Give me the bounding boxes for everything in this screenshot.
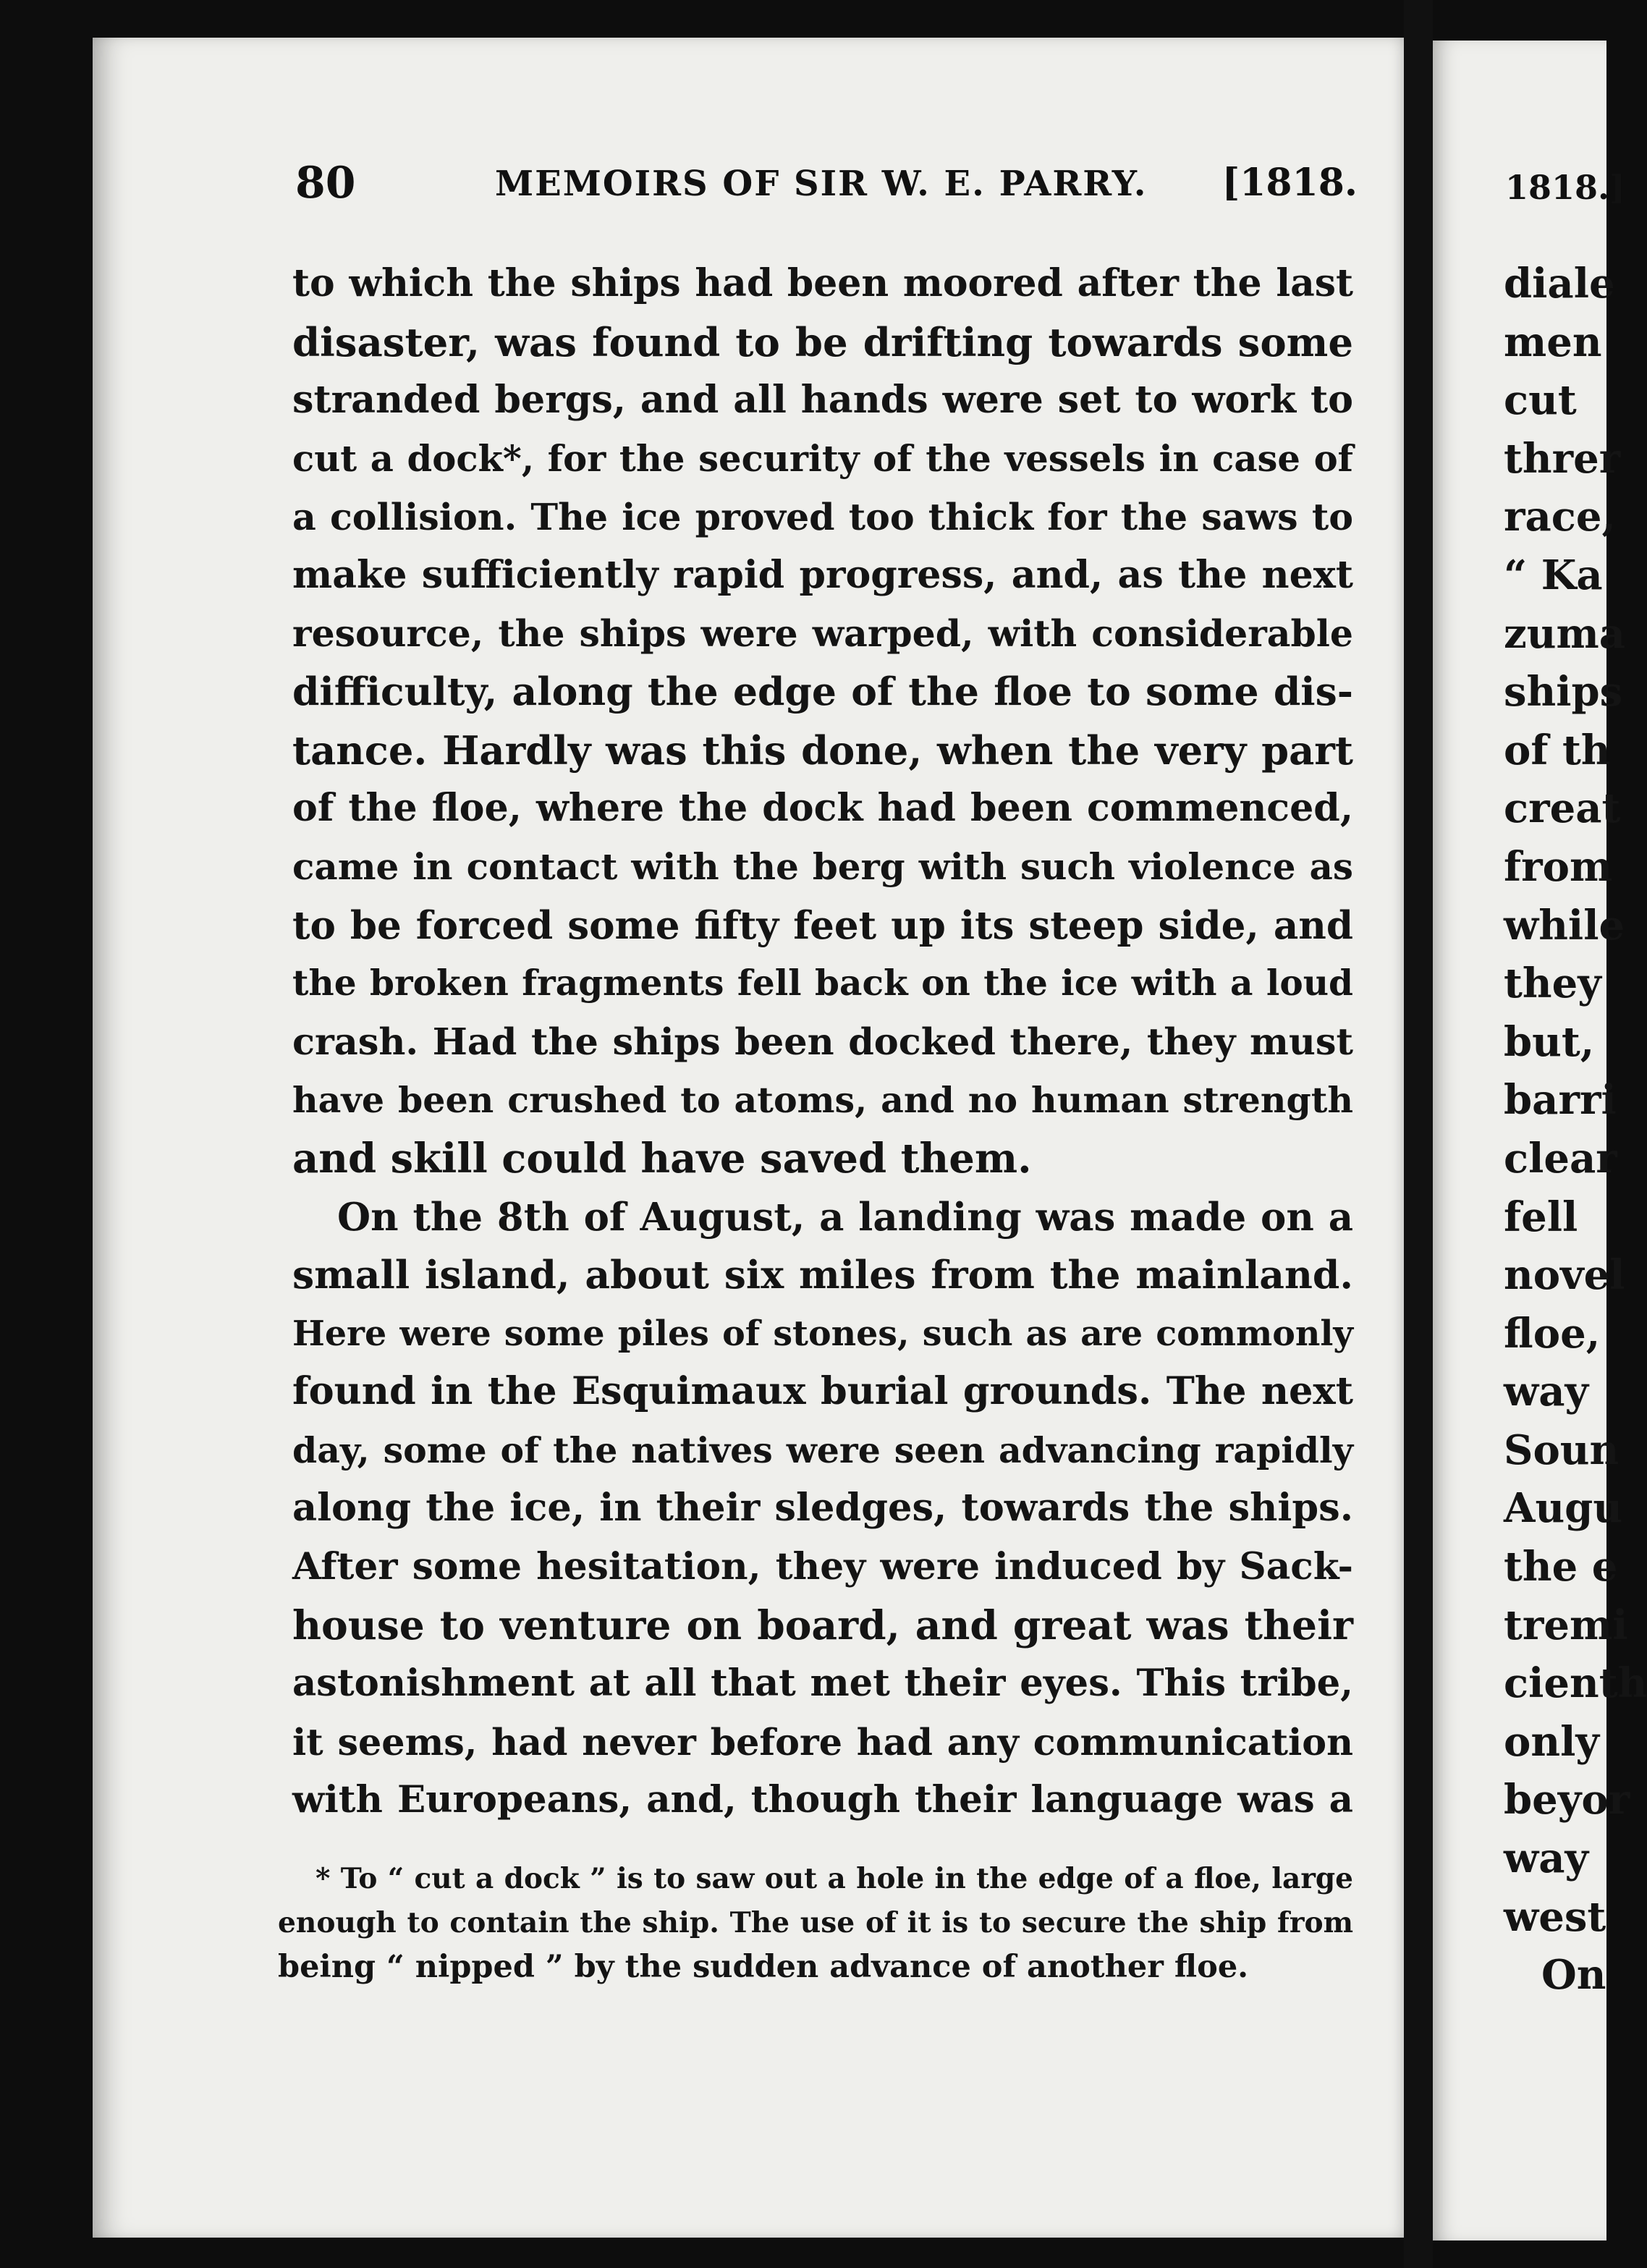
next-page-fragment: On (1541, 1951, 1606, 2000)
text-line: along the ice, in their sledges, towards the ships. (292, 1486, 1353, 1531)
next-page-fragment: floe, (1504, 1309, 1601, 1358)
next-page-fragment: while (1504, 901, 1625, 949)
next-page-fragment: men (1504, 318, 1602, 366)
text-line: day, some of the natives were seen advancing rapidly (292, 1429, 1353, 1471)
text-line: make sufficiently rapid progress, and, as the next (292, 552, 1353, 597)
text-line: astonishment at all that met their eyes. This tribe, (292, 1662, 1353, 1706)
next-page-fragment: west (1504, 1892, 1606, 1941)
next-page-fragment: ships (1504, 668, 1623, 716)
next-page-fragment: but, (1504, 1017, 1595, 1066)
next-page-fragment: way (1504, 1368, 1589, 1416)
next-page-fragment: of th (1504, 726, 1611, 774)
text-line: and skill could have saved them. (292, 1134, 1032, 1182)
next-page-fragment: from (1504, 842, 1613, 891)
header-year: [1818. (1222, 161, 1358, 205)
next-page-text (1504, 255, 1647, 2005)
footnote-line: being “ nipped ” by the sudden advance of another floe. (278, 1949, 1249, 1985)
text-line: After some hesitation, they were induced by Sack- (292, 1544, 1353, 1589)
next-page-fragment: way (1504, 1835, 1589, 1883)
next-page-fragment: only (1504, 1717, 1599, 1766)
next-page-fragment: tremi (1504, 1601, 1628, 1649)
next-page-fragment: Soun (1504, 1426, 1620, 1474)
next-page-header: 1818.] (1505, 168, 1625, 207)
next-page-fragment: Augu (1504, 1484, 1623, 1533)
text-line: the broken fragments fell back on the ice with a loud (292, 962, 1353, 1004)
body-text (292, 255, 1353, 1829)
next-page-fragment: the e (1504, 1543, 1618, 1591)
text-line: cut a dock*, for the security of the vessels in case of (292, 436, 1353, 480)
footnote (278, 1857, 1353, 1989)
text-line: to be forced some fifty feet up its steep side, and (292, 902, 1353, 948)
text-line: of the floe, where the dock had been commenced, (292, 786, 1353, 831)
text-line: small island, about six miles from the mainland. (292, 1252, 1353, 1298)
next-page-fragment: zuma (1504, 609, 1626, 658)
next-page-fragment: novel (1504, 1251, 1625, 1300)
text-line: it seems, had never before had any communication (292, 1719, 1353, 1764)
next-page-fragment: creat (1504, 784, 1621, 833)
text-line: came in contact with the berg with such violence as (292, 845, 1353, 888)
text-line: stranded bergs, and all hands were set to work to (292, 378, 1353, 423)
next-page-fragment: beyor (1504, 1776, 1630, 1824)
next-page-fragment: barri (1504, 1076, 1617, 1125)
running-title: MEMOIRS OF SIR W. E. PARRY. (495, 164, 1148, 204)
text-line: On the 8th of August, a landing was made on a (337, 1194, 1353, 1240)
text-line: house to venture on board, and great was their (292, 1601, 1353, 1649)
footnote-line: enough to contain the ship. The use of it is to secure the ship from (278, 1906, 1353, 1939)
footnote-line: * To “ cut a dock ” is to saw out a hole in the edge of a floe, large (316, 1862, 1353, 1895)
next-page-fragment: clear (1504, 1134, 1617, 1182)
next-page-fragment: threr (1504, 434, 1621, 483)
text-line: resource, the ships were warped, with considerable (292, 612, 1353, 655)
text-line: a collision. The ice proved too thick for the saws to (292, 495, 1353, 539)
next-page-fragment: fell (1504, 1193, 1578, 1241)
text-line: found in the Esquimaux burial grounds. The next (292, 1369, 1353, 1414)
page-header (295, 158, 1358, 208)
next-page-fragment: they (1504, 960, 1601, 1008)
next-page-fragment: cut (1504, 376, 1577, 425)
text-line: Here were some piles of stones, such as are commonly (292, 1313, 1353, 1354)
next-page-fragment: cienth (1504, 1659, 1647, 1708)
next-page-fragment: diale (1504, 260, 1615, 308)
text-line: tance. Hardly was this done, when the very part (292, 727, 1353, 774)
text-line: with Europeans, and, though their language was a (292, 1778, 1353, 1822)
text-line: disaster, was found to be drifting towards some (292, 318, 1353, 365)
page-number: 80 (295, 158, 356, 208)
text-line: have been crushed to atoms, and no human strength (292, 1079, 1353, 1122)
next-page-fragment: “ Ka (1504, 551, 1603, 599)
book-gutter (1404, 0, 1433, 2268)
text-line: difficulty, along the edge of the floe to some dis- (292, 669, 1353, 715)
text-line: crash. Had the ships been docked there, they must (292, 1020, 1353, 1064)
next-page-fragment: race, (1504, 493, 1617, 541)
text-line: to which the ships had been moored after the last (292, 261, 1353, 305)
